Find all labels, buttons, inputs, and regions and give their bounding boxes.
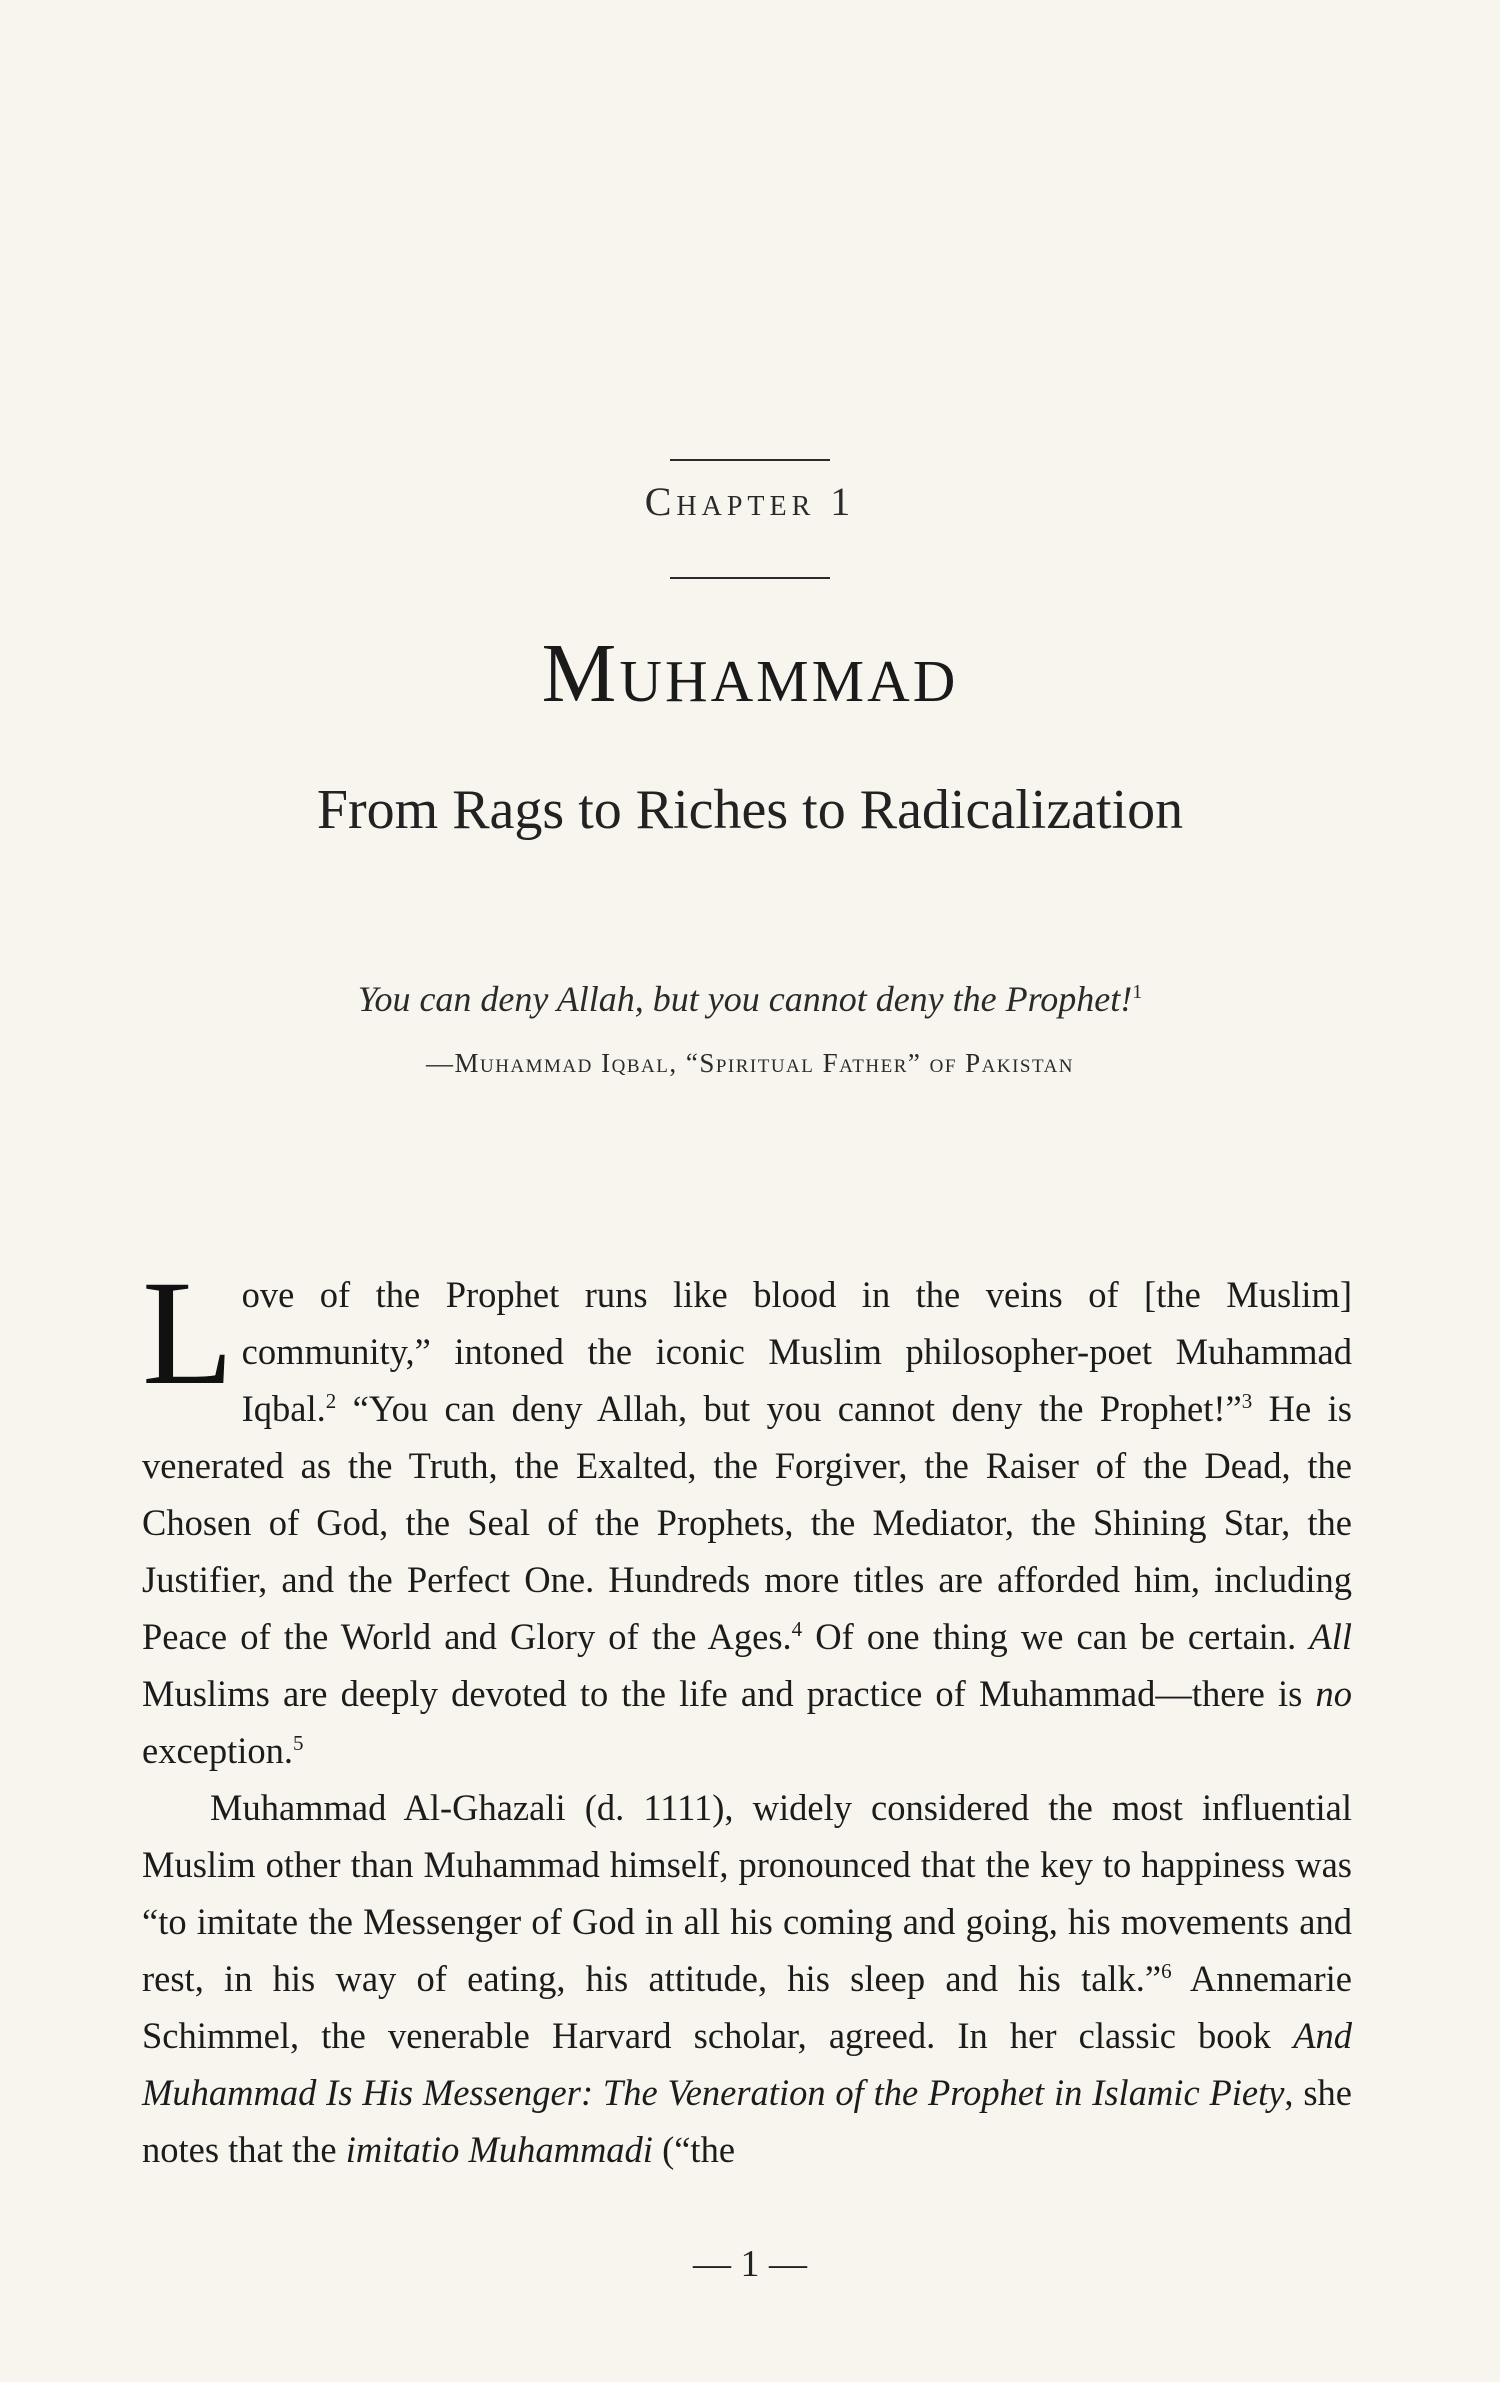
text-run: exception.	[142, 1730, 294, 1771]
paragraph-2	[142, 1779, 1352, 2178]
footnote-ref: 5	[293, 1730, 304, 1755]
text-run: Muslims are deeply devoted to the life and practice of Muhammad—there is	[142, 1673, 1316, 1714]
text-run: Muhammad Al-Ghazali (d. 1111), widely considered the most influential Muslim other than Muhammad himself, pronounced that the key to happiness was “to imitate the Messenger of God in all his coming and going, his movements and rest, in his way of eating, his attitude, his sleep and his talk.”	[142, 1787, 1352, 1999]
text-run: ove of the Prophet runs like blood in the veins of [the Muslim] community,” intoned the iconic Muslim philosopher-poet Muhammad Iqbal.	[241, 1274, 1352, 1429]
text-run: , she notes that the	[142, 2072, 1352, 2170]
text-run: “You can deny Allah, but you cannot deny the Prophet!”	[336, 1388, 1242, 1429]
book-title: And Muhammad Is His Messenger: The Veneration of the Prophet in Islamic Piety	[142, 2015, 1352, 2113]
chapter-label: Chapter 1	[644, 479, 856, 524]
footnote-ref: 2	[325, 1388, 337, 1413]
chapter-rule-top	[670, 459, 830, 461]
footnote-ref: 1	[1132, 981, 1143, 1003]
footnote-ref: 3	[1241, 1388, 1253, 1413]
epigraph-attribution: —Muhammad Iqbal, “Spiritual Father” of Pakistan	[425, 1048, 1075, 1078]
epigraph-text: You can deny Allah, but you cannot deny the Prophet!	[357, 979, 1133, 1019]
footnote-ref: 6	[1161, 1958, 1172, 1983]
footnote-ref: 4	[791, 1616, 803, 1641]
text-run: Of one thing we can be certain.	[802, 1616, 1310, 1657]
page-number: — 1 —	[693, 2243, 807, 2285]
emphasis: All	[1309, 1616, 1352, 1657]
emphasis: imitatio Muhammadi	[345, 2129, 653, 2170]
epigraph-quote	[0, 978, 1500, 1020]
emphasis: no	[1315, 1673, 1352, 1714]
chapter-rule-bottom	[670, 577, 830, 579]
body-text	[142, 1250, 1353, 2178]
drop-cap: L	[142, 1250, 234, 1416]
text-run: Annemarie Schimmel, the venerable Harvard scholar, agreed. In her classic book	[142, 1958, 1352, 2056]
paragraph-1	[142, 1250, 1353, 1779]
text-run: (“the	[652, 2129, 736, 2170]
chapter-title: Muhammad	[541, 627, 959, 720]
text-run: He is venerated as the Truth, the Exalted, the Forgiver, the Raiser of the Dead, the Chosen of God, the Seal of the Prophets, the Mediator, the Shining Star, the Justifier, and the Perfect One. Hundreds more titles are afforded him, including Peace of the World and Glory of the Ages.	[142, 1388, 1353, 1657]
chapter-subtitle: From Rags to Riches to Radicalization	[316, 779, 1184, 841]
